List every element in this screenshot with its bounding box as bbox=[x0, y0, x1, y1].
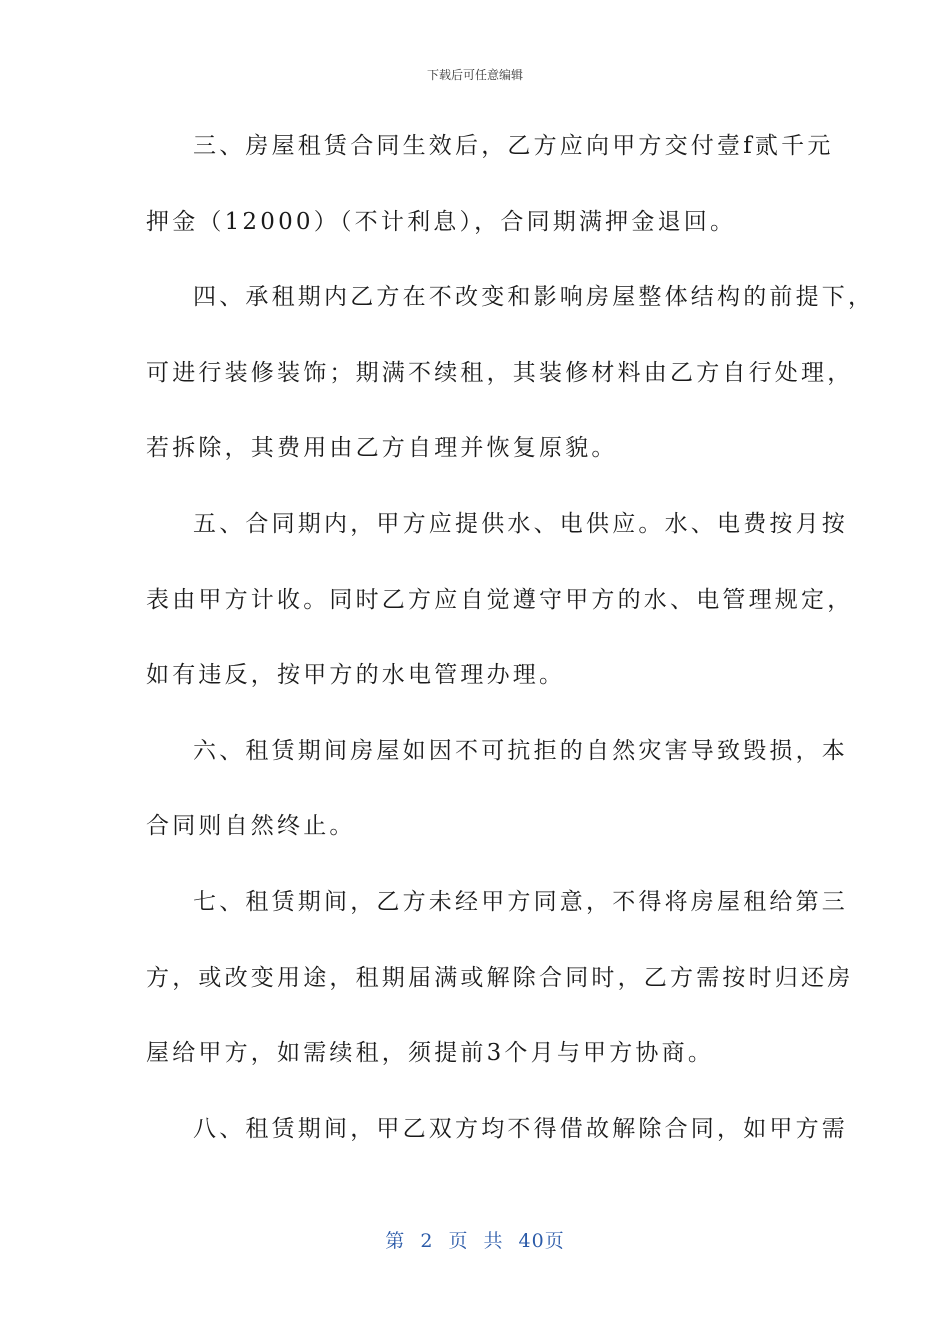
text-line: 方，或改变用途，租期届满或解除合同时，乙方需按时归还房 bbox=[146, 964, 854, 991]
text-line: 合同则自然终止。 bbox=[146, 813, 356, 840]
text-line: 七、租赁期间，乙方未经甲方同意，不得将房屋租给第三 bbox=[193, 888, 848, 915]
text-line: 六、租赁期间房屋如因不可抗拒的自然灾害导致毁损，本 bbox=[193, 737, 848, 764]
contract-body bbox=[146, 124, 875, 1182]
page-number: 第 2 页 共 40页 bbox=[385, 1230, 565, 1252]
text-line: 表由甲方计收。同时乙方应自觉遵守甲方的水、电管理规定， bbox=[146, 586, 854, 613]
text-line: 八、租赁期间，甲乙双方均不得借故解除合同，如甲方需 bbox=[193, 1115, 848, 1142]
text-line: 四、承租期内乙方在不改变和影响房屋整体结构的前提下， bbox=[193, 284, 875, 311]
text-line: 五、合同期内，甲方应提供水、电供应。水、电费按月按 bbox=[193, 510, 848, 537]
header-note: 下载后可任意编辑 bbox=[426, 68, 523, 82]
text-line: 若拆除，其费用由乙方自理并恢复原貌。 bbox=[146, 435, 618, 462]
text-line: 屋给甲方，如需续租，须提前3个月与甲方协商。 bbox=[146, 1040, 715, 1067]
text-line: 押金（12000）（不计利息），合同期满押金退回。 bbox=[146, 208, 737, 235]
text-line: 可进行装修装饰；期满不续租，其装修材料由乙方自行处理， bbox=[146, 359, 854, 386]
text-line: 如有违反，按甲方的水电管理办理。 bbox=[146, 662, 566, 689]
text-line: 三、房屋租赁合同生效后，乙方应向甲方交付壹f贰千元 bbox=[193, 133, 834, 159]
